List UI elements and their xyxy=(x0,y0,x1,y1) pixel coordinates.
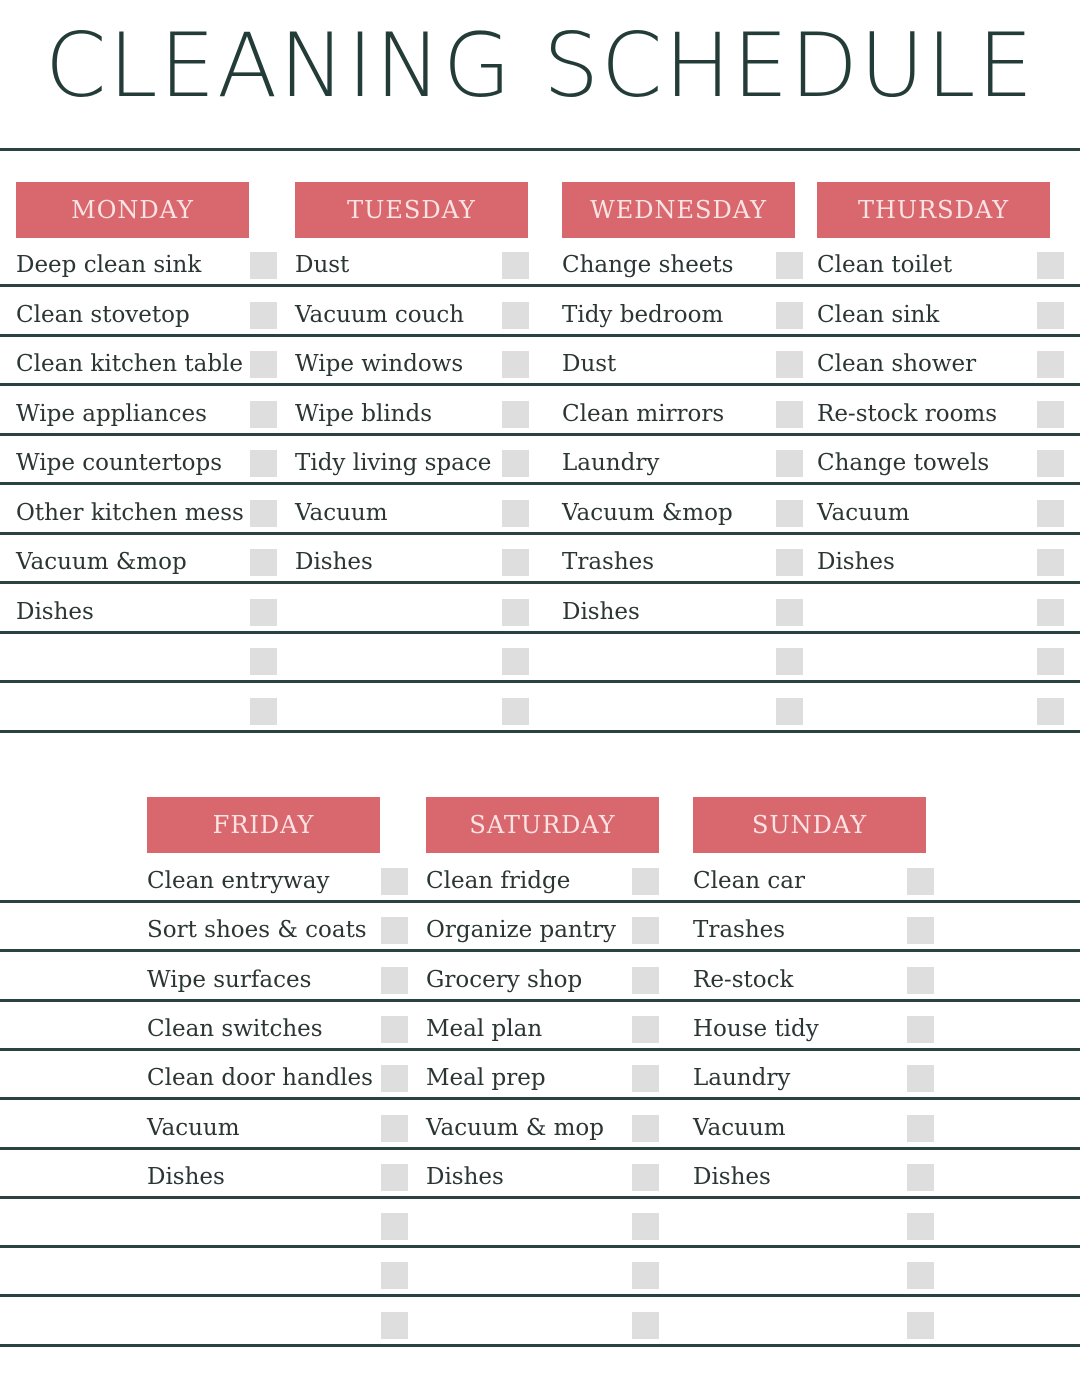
day-header-sunday: SUNDAY xyxy=(693,797,926,853)
task-label: Sort shoes & coats xyxy=(147,917,367,944)
top-row-divider xyxy=(0,680,1080,683)
task-label: Clean door handles xyxy=(147,1065,373,1092)
task-label: Clean toilet xyxy=(817,252,953,278)
task-label: Clean mirrors xyxy=(562,400,725,427)
task-checkbox[interactable] xyxy=(632,1065,659,1092)
task-label: Vacuum xyxy=(693,1114,786,1141)
task-checkbox[interactable] xyxy=(502,401,529,428)
task-checkbox[interactable] xyxy=(632,1312,659,1339)
task-label: House tidy xyxy=(693,1015,819,1042)
task-checkbox[interactable] xyxy=(250,351,277,378)
task-checkbox[interactable] xyxy=(776,351,803,378)
task-label: Other kitchen mess xyxy=(16,499,244,526)
task-checkbox[interactable] xyxy=(907,1016,934,1043)
bottom-row-divider xyxy=(0,1147,1080,1150)
task-label: Vacuum xyxy=(295,499,388,526)
task-label: Organize pantry xyxy=(426,917,616,944)
bottom-row-divider xyxy=(0,999,1080,1002)
task-checkbox[interactable] xyxy=(1037,401,1064,428)
day-header-thursday: THURSDAY xyxy=(817,182,1050,238)
task-checkbox[interactable] xyxy=(632,1016,659,1043)
task-label: Vacuum xyxy=(147,1114,240,1141)
task-checkbox[interactable] xyxy=(1037,698,1064,725)
task-label: Re-stock xyxy=(693,966,794,993)
task-checkbox[interactable] xyxy=(776,401,803,428)
task-checkbox[interactable] xyxy=(776,549,803,576)
task-checkbox[interactable] xyxy=(250,549,277,576)
task-label: Wipe windows xyxy=(295,351,464,377)
task-checkbox[interactable] xyxy=(1037,549,1064,576)
task-label: Laundry xyxy=(562,450,660,476)
task-label: Dishes xyxy=(295,549,373,575)
task-checkbox[interactable] xyxy=(502,302,529,329)
task-checkbox[interactable] xyxy=(381,917,408,944)
task-label: Clean switches xyxy=(147,1015,323,1042)
task-label: Vacuum couch xyxy=(295,301,465,328)
task-label: Dishes xyxy=(693,1163,771,1190)
task-checkbox[interactable] xyxy=(502,450,529,477)
task-checkbox[interactable] xyxy=(381,1312,408,1339)
task-checkbox[interactable] xyxy=(776,648,803,675)
bottom-row-divider xyxy=(0,1245,1080,1248)
bottom-row-divider xyxy=(0,1097,1080,1100)
day-header-friday: FRIDAY xyxy=(147,797,380,853)
task-checkbox[interactable] xyxy=(381,868,408,895)
task-checkbox[interactable] xyxy=(632,1115,659,1142)
task-checkbox[interactable] xyxy=(250,302,277,329)
task-checkbox[interactable] xyxy=(381,1016,408,1043)
task-checkbox[interactable] xyxy=(632,1213,659,1240)
task-checkbox[interactable] xyxy=(381,1164,408,1191)
task-checkbox[interactable] xyxy=(632,917,659,944)
task-checkbox[interactable] xyxy=(1037,450,1064,477)
task-checkbox[interactable] xyxy=(502,648,529,675)
task-checkbox[interactable] xyxy=(381,1213,408,1240)
top-row-divider xyxy=(0,334,1080,337)
day-header-monday: MONDAY xyxy=(16,182,249,238)
task-checkbox[interactable] xyxy=(907,967,934,994)
task-checkbox[interactable] xyxy=(502,599,529,626)
task-checkbox[interactable] xyxy=(632,868,659,895)
task-label: Vacuum & mop xyxy=(426,1114,605,1141)
task-label: Vacuum xyxy=(817,499,910,526)
task-checkbox[interactable] xyxy=(502,500,529,527)
task-checkbox[interactable] xyxy=(1037,351,1064,378)
task-label: Tidy bedroom xyxy=(562,301,724,328)
top-row-divider xyxy=(0,730,1080,733)
top-row-divider xyxy=(0,284,1080,287)
task-label: Clean entryway xyxy=(147,868,330,894)
task-label: Grocery shop xyxy=(426,966,583,993)
task-label: Dust xyxy=(562,351,617,377)
task-checkbox[interactable] xyxy=(1037,252,1064,279)
page-title: CLEANING SCHEDULE xyxy=(45,14,1035,117)
top-row-divider xyxy=(0,631,1080,634)
task-label: Clean car xyxy=(693,868,805,894)
task-label: Wipe blinds xyxy=(295,400,433,427)
task-checkbox[interactable] xyxy=(502,252,529,279)
bottom-row-divider xyxy=(0,949,1080,952)
task-checkbox[interactable] xyxy=(776,450,803,477)
task-label: Wipe surfaces xyxy=(147,966,312,993)
bottom-row-divider xyxy=(0,1196,1080,1199)
task-checkbox[interactable] xyxy=(907,1065,934,1092)
task-checkbox[interactable] xyxy=(776,698,803,725)
task-label: Clean kitchen table xyxy=(16,351,244,377)
task-label: Deep clean sink xyxy=(16,252,202,278)
task-label: Dishes xyxy=(426,1163,504,1190)
bottom-row-divider xyxy=(0,1344,1080,1347)
task-label: Meal prep xyxy=(426,1065,546,1092)
task-label: Change towels xyxy=(817,450,990,476)
task-checkbox[interactable] xyxy=(1037,500,1064,527)
task-label: Change sheets xyxy=(562,252,734,278)
task-checkbox[interactable] xyxy=(250,698,277,725)
task-label: Dishes xyxy=(16,598,94,625)
task-checkbox[interactable] xyxy=(776,252,803,279)
task-checkbox[interactable] xyxy=(250,450,277,477)
task-checkbox[interactable] xyxy=(907,917,934,944)
task-label: Clean fridge xyxy=(426,868,571,894)
task-label: Dishes xyxy=(562,598,640,625)
task-checkbox[interactable] xyxy=(907,1115,934,1142)
task-checkbox[interactable] xyxy=(907,1164,934,1191)
task-checkbox[interactable] xyxy=(502,698,529,725)
task-checkbox[interactable] xyxy=(907,1262,934,1289)
task-label: Laundry xyxy=(693,1065,791,1092)
bottom-row-divider xyxy=(0,1294,1080,1297)
task-label: Dust xyxy=(295,252,350,278)
top-row-divider xyxy=(0,581,1080,584)
day-header-tuesday: TUESDAY xyxy=(295,182,528,238)
task-checkbox[interactable] xyxy=(502,549,529,576)
task-label: Dishes xyxy=(817,549,895,575)
task-checkbox[interactable] xyxy=(502,351,529,378)
task-label: Tidy living space xyxy=(295,450,492,476)
task-label: Clean stovetop xyxy=(16,301,190,328)
day-header-saturday: SATURDAY xyxy=(426,797,659,853)
task-checkbox[interactable] xyxy=(250,401,277,428)
task-checkbox[interactable] xyxy=(907,868,934,895)
task-checkbox[interactable] xyxy=(250,252,277,279)
task-label: Clean shower xyxy=(817,351,977,377)
task-checkbox[interactable] xyxy=(776,599,803,626)
task-checkbox[interactable] xyxy=(381,1115,408,1142)
top-row-divider xyxy=(0,532,1080,535)
task-checkbox[interactable] xyxy=(250,500,277,527)
task-label: Wipe countertops xyxy=(16,450,223,476)
task-label: Vacuum &mop xyxy=(16,549,187,575)
task-checkbox[interactable] xyxy=(1037,599,1064,626)
task-checkbox[interactable] xyxy=(907,1312,934,1339)
task-checkbox[interactable] xyxy=(381,1065,408,1092)
task-checkbox[interactable] xyxy=(632,967,659,994)
task-label: Meal plan xyxy=(426,1015,543,1042)
task-label: Dishes xyxy=(147,1163,225,1190)
task-label: Re-stock rooms xyxy=(817,400,998,427)
task-checkbox[interactable] xyxy=(381,967,408,994)
task-checkbox[interactable] xyxy=(632,1262,659,1289)
task-checkbox[interactable] xyxy=(776,302,803,329)
task-checkbox[interactable] xyxy=(776,500,803,527)
task-checkbox[interactable] xyxy=(250,648,277,675)
top-row-divider xyxy=(0,433,1080,436)
top-row-divider xyxy=(0,482,1080,485)
task-checkbox[interactable] xyxy=(381,1262,408,1289)
title-divider xyxy=(0,148,1080,151)
task-label: Clean sink xyxy=(817,301,940,328)
top-row-divider xyxy=(0,383,1080,386)
task-checkbox[interactable] xyxy=(250,599,277,626)
task-label: Trashes xyxy=(562,549,655,575)
bottom-row-divider xyxy=(0,1048,1080,1051)
task-checkbox[interactable] xyxy=(1037,648,1064,675)
day-header-wednesday: WEDNESDAY xyxy=(562,182,795,238)
task-label: Wipe appliances xyxy=(16,400,207,427)
task-label: Vacuum &mop xyxy=(562,499,733,526)
task-label: Trashes xyxy=(693,917,786,944)
task-checkbox[interactable] xyxy=(1037,302,1064,329)
bottom-row-divider xyxy=(0,900,1080,903)
task-checkbox[interactable] xyxy=(907,1213,934,1240)
task-checkbox[interactable] xyxy=(632,1164,659,1191)
